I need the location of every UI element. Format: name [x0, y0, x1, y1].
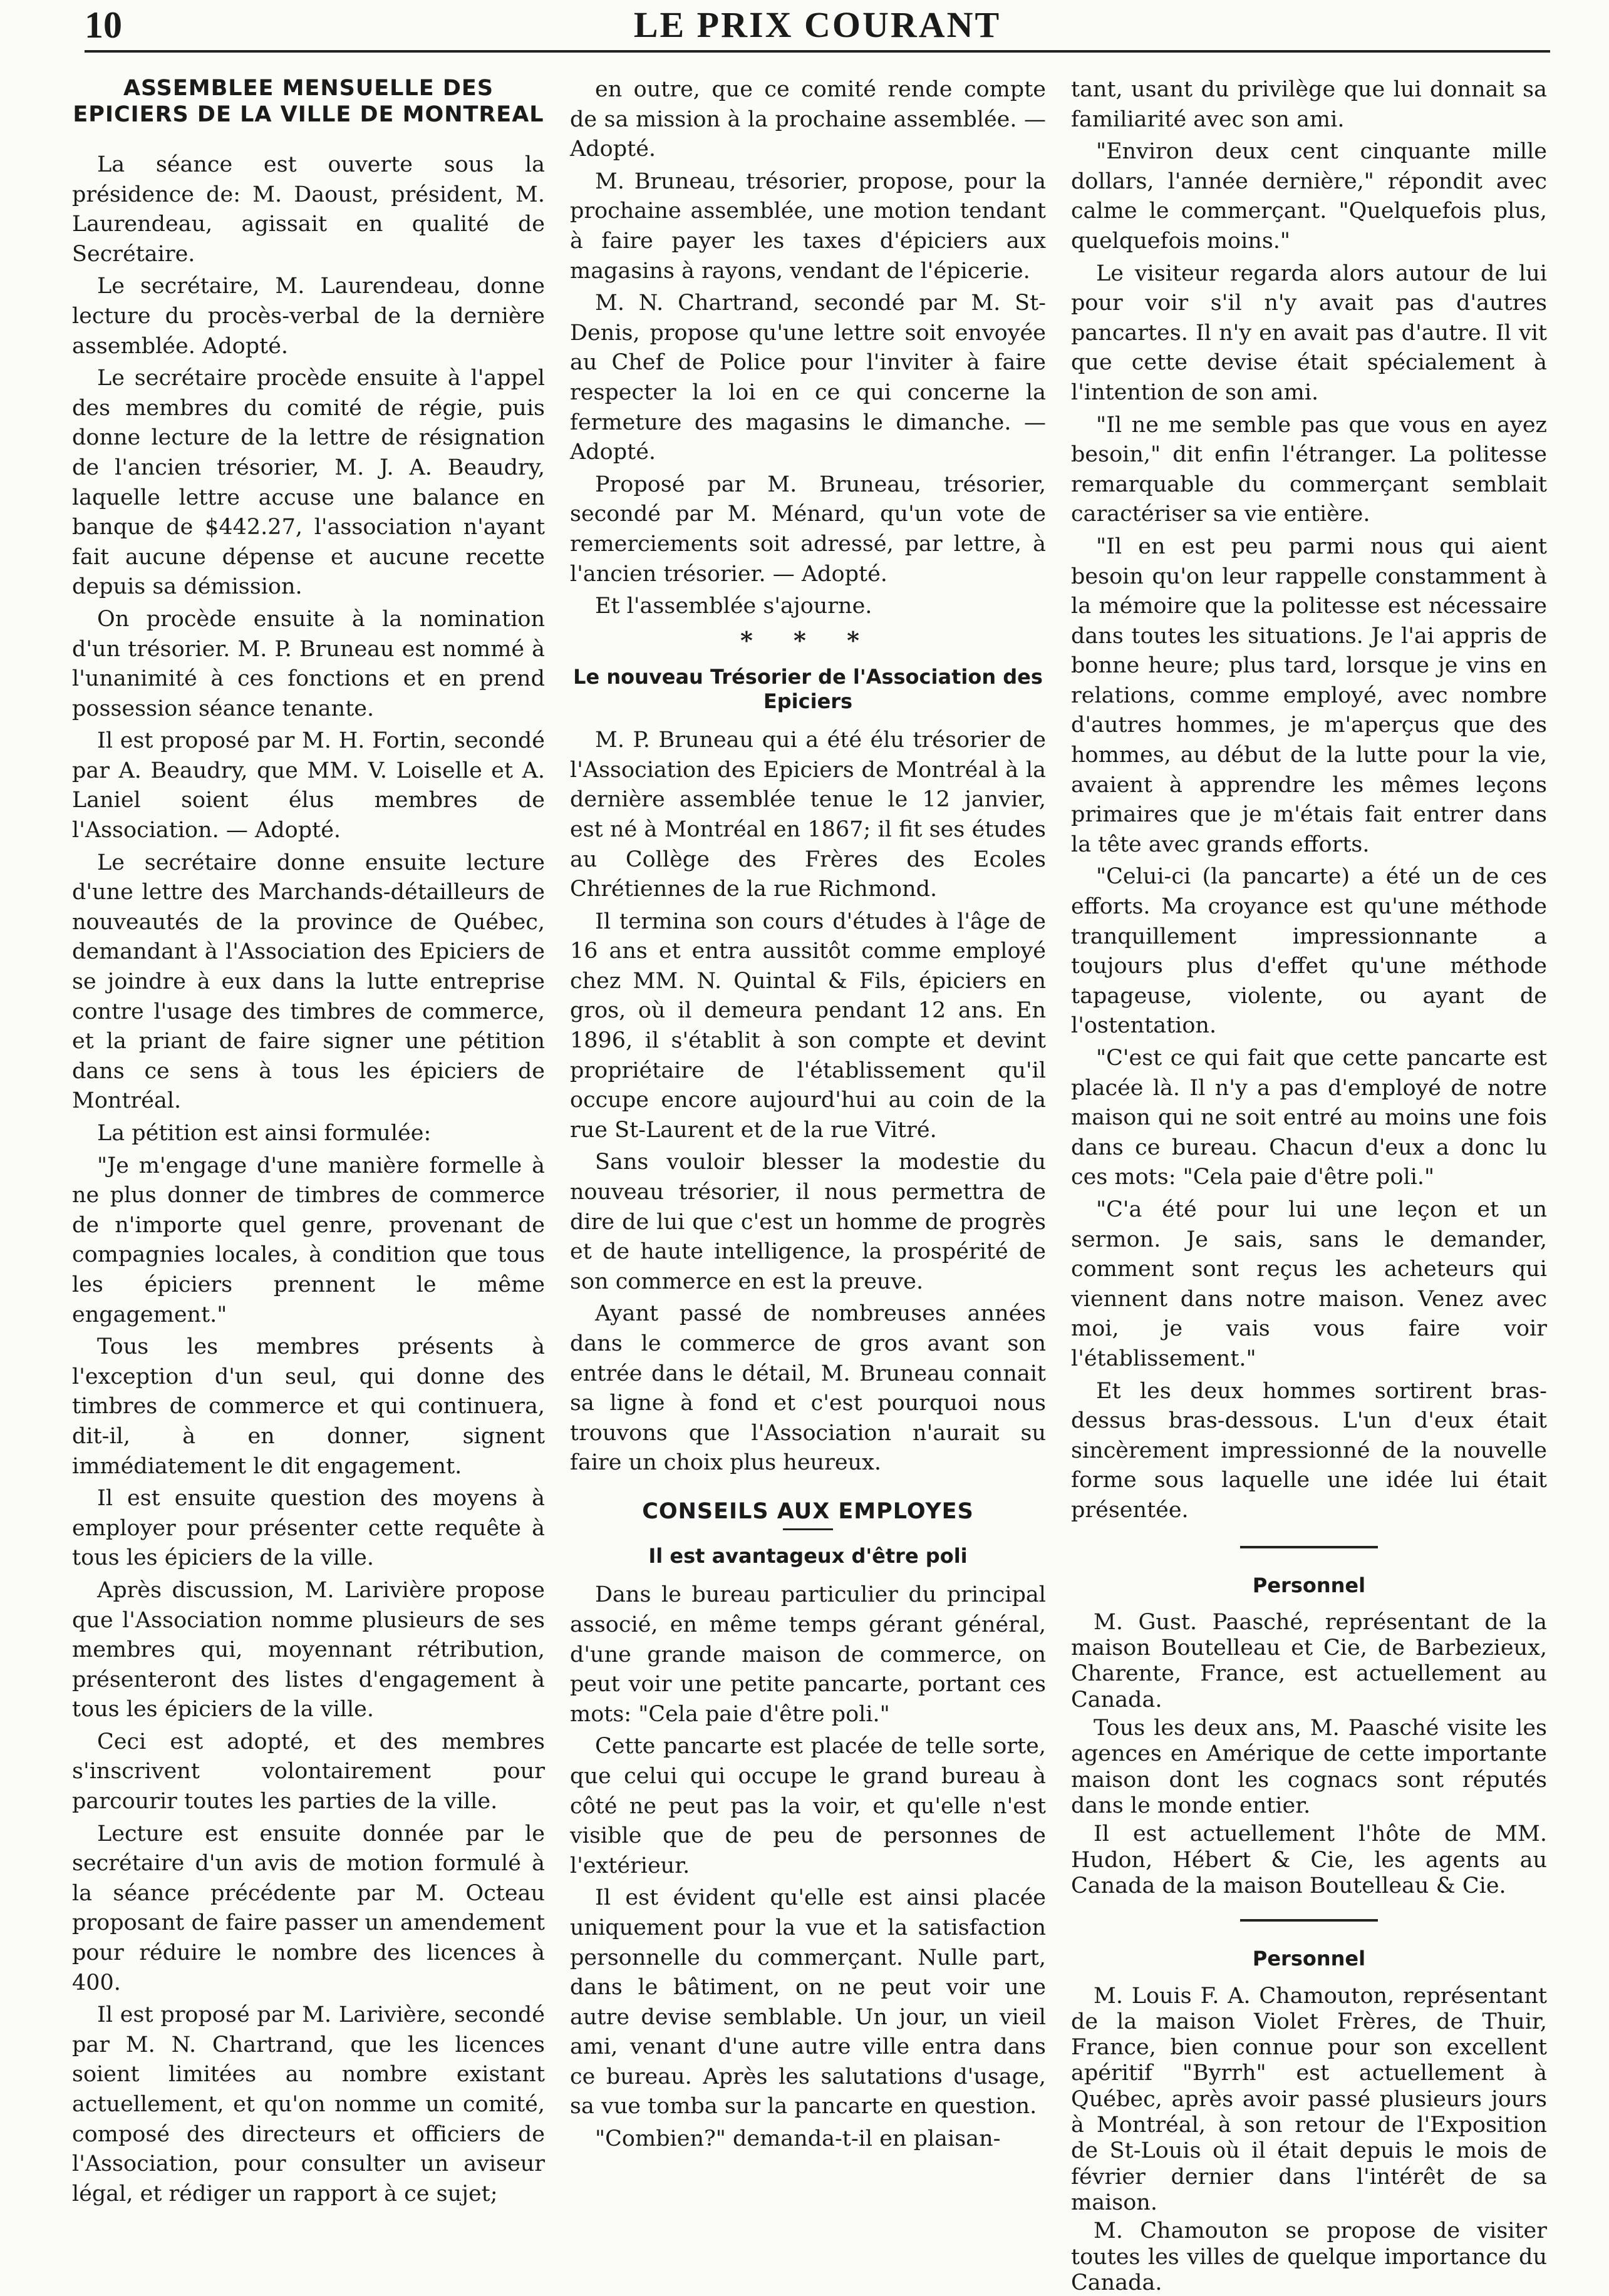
paragraph: M. Louis F. A. Chamouton, représentant de la maison Violet Frères, de Thuir, France, bien connue pour son excellent apéritif "Byrrh" est actuellement à Québec, après avoir passé plusieurs jours à Montréal, à son retour de l'Exposition de St-Louis où il était depuis le mois de février dernier dans l'intérêt de sa maison.: [1071, 1983, 1547, 2215]
journal-title: LE PRIX COURANT: [633, 4, 1001, 45]
paragraph: Tous les deux ans, M. Paasché visite les agences en Amérique de cette importante maison dont les cognacs sont réputés dans le monde entier.: [1071, 1716, 1547, 1818]
paragraph: "Il ne me semble pas que vous en ayez besoin," dit enfin l'étranger. La politesse remarquable du commerçant semblait caractériser sa vie entière.: [1071, 412, 1547, 527]
section-title: CONSEILS AUX EMPLOYES: [642, 1498, 974, 1524]
paragraph: Proposé par M. Bruneau, trésorier, secondé par M. Ménard, qu'un vote de remerciements soit adressé, par lettre, à l'ancien trésorier. — Adopté.: [570, 471, 1046, 587]
section-subtitle: Il est avantageux d'être poli: [648, 1543, 968, 1568]
paragraph: La séance est ouverte sous la présidence de: M. Daoust, président, M. Laurendeau, agissait en qualité de Secrétaire.: [72, 152, 545, 267]
section-divider: [1240, 1546, 1378, 1548]
paragraph: Il est actuellement l'hôte de MM. Hudon, Hébert & Cie, les agents au Canada de la maison Boutelleau & Cie.: [1071, 1821, 1547, 1898]
paragraph: On procède ensuite à la nomination d'un trésorier. M. P. Bruneau est nommé à l'unanimité à ces fonctions et en prend possession séance tenante.: [72, 606, 545, 721]
section-divider: [1240, 1919, 1378, 1922]
page-number: 10: [85, 4, 122, 46]
paragraph: Tous les membres présents à l'exception d'un seul, qui donne des timbres de commerce et qui continuera, dit-il, à en donner, signent immédiatement le dit engagement.: [72, 1334, 545, 1479]
section-title: Personnel: [1252, 1573, 1366, 1597]
paragraph: Le secrétaire, M. Laurendeau, donne lecture du procès-verbal de la dernière assemblée. Adopté.: [72, 274, 545, 359]
paragraph: Ayant passé de nombreuses années dans le commerce de gros avant son entrée dans le détail, M. Bruneau connait sa ligne à fond et c'est pourquoi nous trouvons que l'Association n'aurait su faire un choix plus heureux.: [570, 1301, 1046, 1476]
paragraph: Et les deux hommes sortirent bras-dessus bras-dessous. L'un d'eux était sincèrement impressionné de la nouvelle forme sous laquelle une idée lui était présentée.: [1071, 1378, 1547, 1523]
paragraph: M. P. Bruneau qui a été élu trésorier de l'Association des Epiciers de Montréal à la dernière assemblée tenue le 12 janvier, est né à Montréal en 1867; il fit ses études au Collège des Frères des Ecoles Chrétiennes de la rue Richmond.: [570, 728, 1046, 902]
paragraph: Dans le bureau particulier du principal associé, en même temps gérant général, d'une grande maison de commerce, on peut voir une petite pancarte, portant ces mots: "Cela paie d'être poli.": [570, 1582, 1046, 1727]
paragraph: M. N. Chartrand, secondé par M. St-Denis, propose qu'une lettre soit envoyée au Chef de Police pour l'inviter à faire respecter la loi en ce qui concerne la fermeture des magasins le dimanche. — Adopté.: [570, 291, 1046, 465]
paragraph: Et l'assemblée s'ajourne.: [595, 594, 872, 619]
paragraph: "Environ deux cent cinquante mille dollars, l'année dernière," répondit avec calme le commerçant. "Quelquefois plus, quelquefois moins.": [1071, 139, 1547, 254]
paragraph: "Je m'engage d'une manière formelle à ne plus donner de timbres de commerce de n'importe quel genre, provenant de compagnies locales, à condition que tous les épiciers prennent le même engagement.": [72, 1153, 545, 1327]
paragraph: Cette pancarte est placée de telle sorte, que celui qui occupe le grand bureau à côté ne peut pas la voir, et qu'elle n'est visible que de peu de personnes de l'extérieur.: [570, 1734, 1046, 1878]
paragraph: Lecture est ensuite donnée par le secrétaire d'un avis de motion formulé à la séance précédente par M. Octeau proposant de faire passer un amendement pour réduire le nombre des licences à 400.: [72, 1821, 545, 1995]
paragraph: "Combien?" demanda-t-il en plaisan-: [595, 2126, 1001, 2152]
paragraph: "Il en est peu parmi nous qui aient besoin qu'on leur rappelle constamment à la mémoire que la politesse est nécessaire dans toutes les situations. Je l'ai appris de bonne heure; plus tard, lorsque je vins en relations, comme employé, avec nombre d'autres hommes, je m'aperçus que des hommes, au début de la lutte pour la vie, avaient à apprendre les mêmes leçons primaires que je m'étais fait entrer dans la tête avec grands efforts.: [1071, 533, 1547, 857]
paragraph: "Celui-ci (la pancarte) a été un de ces efforts. Ma croyance est qu'une méthode tranquillement impressionnante a toujours plus d'effet qu'une méthode tapageuse, violente, ou ayant de l'ostentation.: [1071, 864, 1547, 1039]
column-2: [570, 75, 1046, 2210]
paragraph: Il est ensuite question des moyens à employer pour présenter cette requête à tous les épiciers de la ville.: [72, 1486, 545, 1571]
section-title: Personnel: [1252, 1947, 1366, 1971]
paragraph: Il est proposé par M. Larivière, secondé par M. N. Chartrand, que les licences soient limitées au nombre existant actuellement, et qu'on nomme un comité, composé des directeurs et officiers de l'Association, pour consulter un aviseur légal, et rédiger un rapport à ce sujet;: [72, 2002, 545, 2206]
paragraph: Ceci est adopté, et des membres s'inscrivent volontairement pour parcourir toutes les parties de la ville.: [72, 1729, 545, 1815]
paragraph: M. Gust. Paasché, représentant de la maison Boutelleau et Cie, de Barbezieux, Charente, France, est actuellement au Canada.: [1071, 1609, 1547, 1712]
section-title: Le nouveau Trésorier de l'Association des Epiciers: [573, 665, 1043, 713]
paragraph: Sans vouloir blesser la modestie du nouveau trésorier, il nous permettra de dire de lui que c'est un homme de progrès et de haute intelligence, la prospérité de son commerce en est la preuve.: [570, 1150, 1046, 1294]
page-header: [85, 0, 1550, 48]
paragraph: Il termina son cours d'études à l'âge de 16 ans et entra aussitôt comme employé chez MM. N. Quintal & Fils, épiciers en gros, où il demeura pendant 12 ans. En 1896, il s'établit à son compte et devint propriétaire de l'établissement qu'il occupe encore aujourd'hui au coin de la rue St-Laurent et de la rue Vitré.: [570, 909, 1046, 1143]
column-1: [72, 75, 545, 2210]
paragraph: Le secrétaire donne ensuite lecture d'une lettre des Marchands-détailleurs de nouveautés de la province de Québec, demandant à l'Association des Epiciers de se joindre à eux dans la lutte entreprise contre l'usage des timbres de commerce, et la priant de faire signer une pétition dans ce sens à tous les épiciers de Montréal.: [72, 850, 545, 1114]
paragraph: Le secrétaire procède ensuite à l'appel des membres du comité de régie, puis donne lecture de la lettre de résignation de l'ancien trésorier, M. J. A. Beaudry, laquelle lettre accuse une balance en banque de $442.27, l'association n'ayant fait aucune dépense et aucune recette depuis sa démission.: [72, 366, 545, 600]
personnel-section: [1071, 1573, 1547, 1900]
paragraph: M. Bruneau, trésorier, propose, pour la prochaine assemblée, une motion tendant à faire payer les taxes d'épiciers aux magasins à rayons, vendant de l'épicerie.: [570, 168, 1046, 284]
paragraph: La pétition est ainsi formulée:: [97, 1121, 432, 1146]
header-rule: [85, 50, 1550, 53]
paragraph: Le visiteur regarda alors autour de lui pour voir s'il n'y avait pas d'autres pancartes. Il n'y en avait pas d'autre. Il vit que cette devise était spécialement à l'intention de son ami.: [1071, 260, 1547, 405]
paragraph: M. Chamouton se propose de visiter toutes les villes de quelque importance du Canada.: [1071, 2218, 1547, 2295]
paragraph: "C'a été pour lui une leçon et un sermon. Je sais, sans le demander, comment sont reçus les acheteurs qui viennent dans notre maison. Venez avec moi, je vais vous faire voir l'établissement.": [1071, 1197, 1547, 1371]
paragraph: tant, usant du privilège que lui donnait sa familiarité avec son ami.: [1071, 77, 1547, 132]
paragraph: Il est évident qu'elle est ainsi placée uniquement pour la vue et la satisfaction personnelle du commerçant. Nulle part, dans le bâtiment, on ne peut voir une autre devise semblable. Un jour, un vieil ami, venant d'une autre ville entra dans ce bureau. Après les salutations d'usage, sa vue tomba sur la pancarte en question.: [570, 1885, 1046, 2119]
section-stars: * * *: [740, 625, 876, 654]
column-3: [1071, 75, 1547, 2295]
title-rule: [783, 1528, 833, 1530]
personnel-section: [1071, 1947, 1547, 2296]
article-title: ASSEMBLEE MENSUELLE DES EPICIERS DE LA VILLE DE MONTREAL: [73, 76, 544, 127]
paragraph: Après discussion, M. Larivière propose que l'Association nomme plusieurs de ses membres qui, moyennant rétribution, présenteront des listes d'engagement à tous les épiciers de la ville.: [72, 1577, 545, 1722]
paragraph: Il est proposé par M. H. Fortin, secondé par A. Beaudry, que MM. V. Loiselle et A. Laniel soient élus membres de l'Association. — Adopté.: [72, 728, 545, 843]
paragraph: "C'est ce qui fait que cette pancarte est placée là. Il n'y a pas d'employé de notre maison qui ne soit entré au moins une fois dans ce bureau. Chacun d'eux a donc lu ces mots: "Cela paie d'être poli.": [1071, 1046, 1547, 1190]
paragraph: en outre, que ce comité rende compte de sa mission à la prochaine assemblée. — Adopté.: [570, 77, 1046, 162]
